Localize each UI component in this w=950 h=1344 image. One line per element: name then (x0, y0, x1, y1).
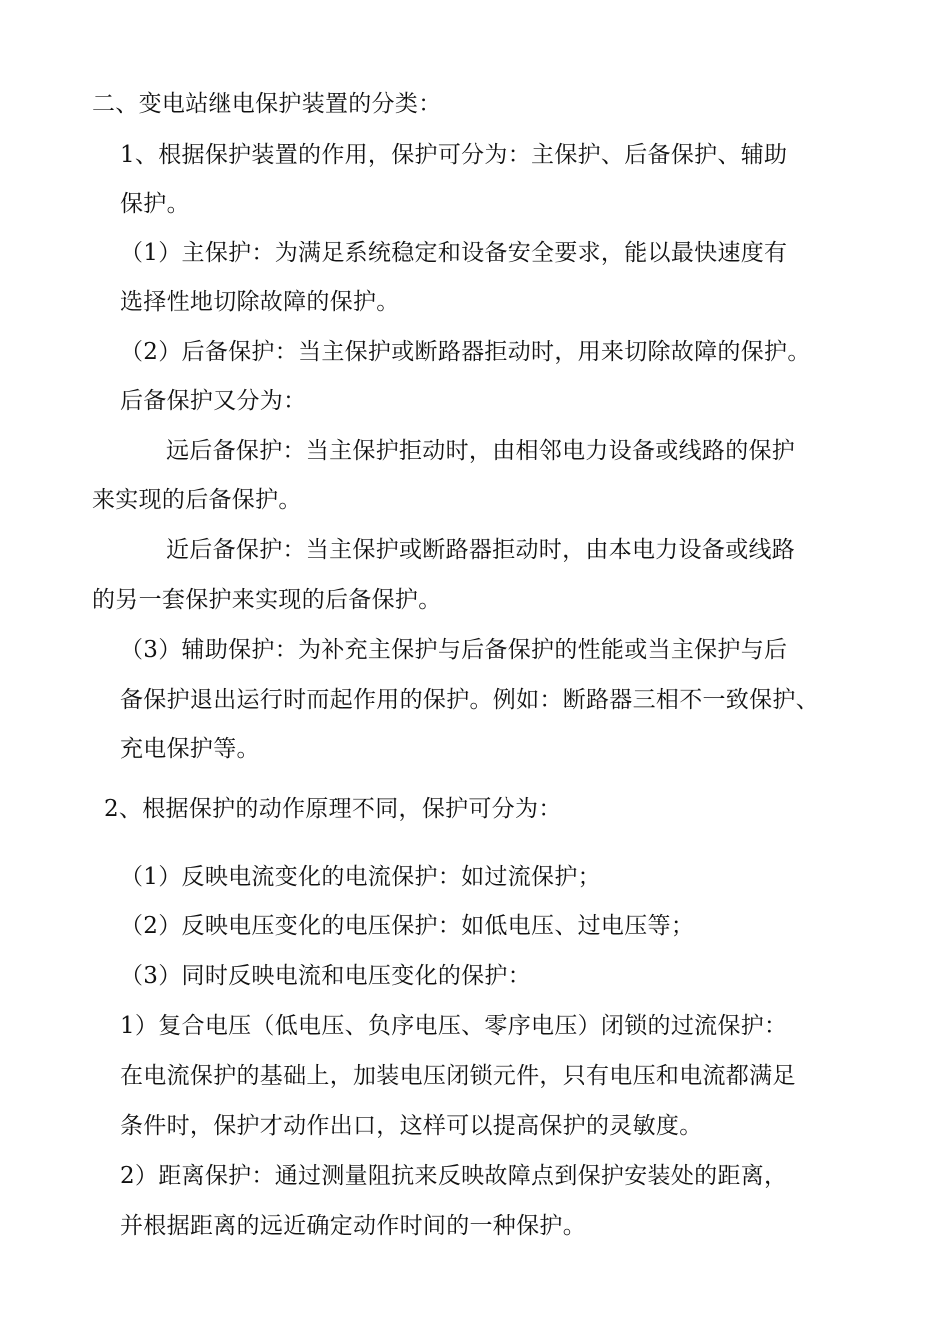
section-heading: 二、变电站继电保护装置的分类： (92, 91, 442, 117)
text-line: 条件时，保护才动作出口，这样可以提高保护的灵敏度。 (120, 1113, 703, 1139)
text-line: 的另一套保护来实现的后备保护。 (92, 587, 442, 613)
text-line: 保护。 (120, 191, 190, 217)
text-line: 近后备保护：当主保护或断路器拒动时，由本电力设备或线路 (166, 537, 796, 563)
text-line: 来实现的后备保护。 (92, 487, 302, 513)
text-line: 充电保护等。 (120, 736, 260, 762)
text-line: 1）复合电压（低电压、负序电压、零序电压）闭锁的过流保护： (120, 1013, 788, 1039)
text-line: （1）反映电流变化的电流保护：如过流保护； (120, 864, 601, 890)
text-line: （3）同时反映电流和电压变化的保护： (120, 963, 532, 989)
text-line: 2）距离保护：通过测量阻抗来反映故障点到保护安装处的距离， (120, 1163, 788, 1189)
text-line: 1、根据保护装置的作用，保护可分为：主保护、后备保护、辅助 (120, 142, 788, 168)
text-line: 选择性地切除故障的保护。 (120, 289, 400, 315)
text-line: 远后备保护：当主保护拒动时，由相邻电力设备或线路的保护 (166, 438, 796, 464)
text-line: （2）反映电压变化的电压保护：如低电压、过电压等； (120, 913, 695, 939)
text-line: 备保护退出运行时而起作用的保护。例如：断路器三相不一致保护、 (120, 687, 819, 713)
text-line: 在电流保护的基础上，加装电压闭锁元件，只有电压和电流都满足 (120, 1063, 796, 1089)
text-line: 并根据距离的远近确定动作时间的一种保护。 (120, 1213, 586, 1239)
text-line: 后备保护又分为： (120, 388, 307, 414)
text-line: （2）后备保护：当主保护或断路器拒动时，用来切除故障的保护。 (120, 339, 811, 365)
section-heading: 2、根据保护的动作原理不同，保护可分为： (104, 796, 562, 822)
text-line: （3）辅助保护：为补充主保护与后备保护的性能或当主保护与后 (120, 637, 788, 663)
text-line: （1）主保护：为满足系统稳定和设备安全要求，能以最快速度有 (120, 240, 788, 266)
